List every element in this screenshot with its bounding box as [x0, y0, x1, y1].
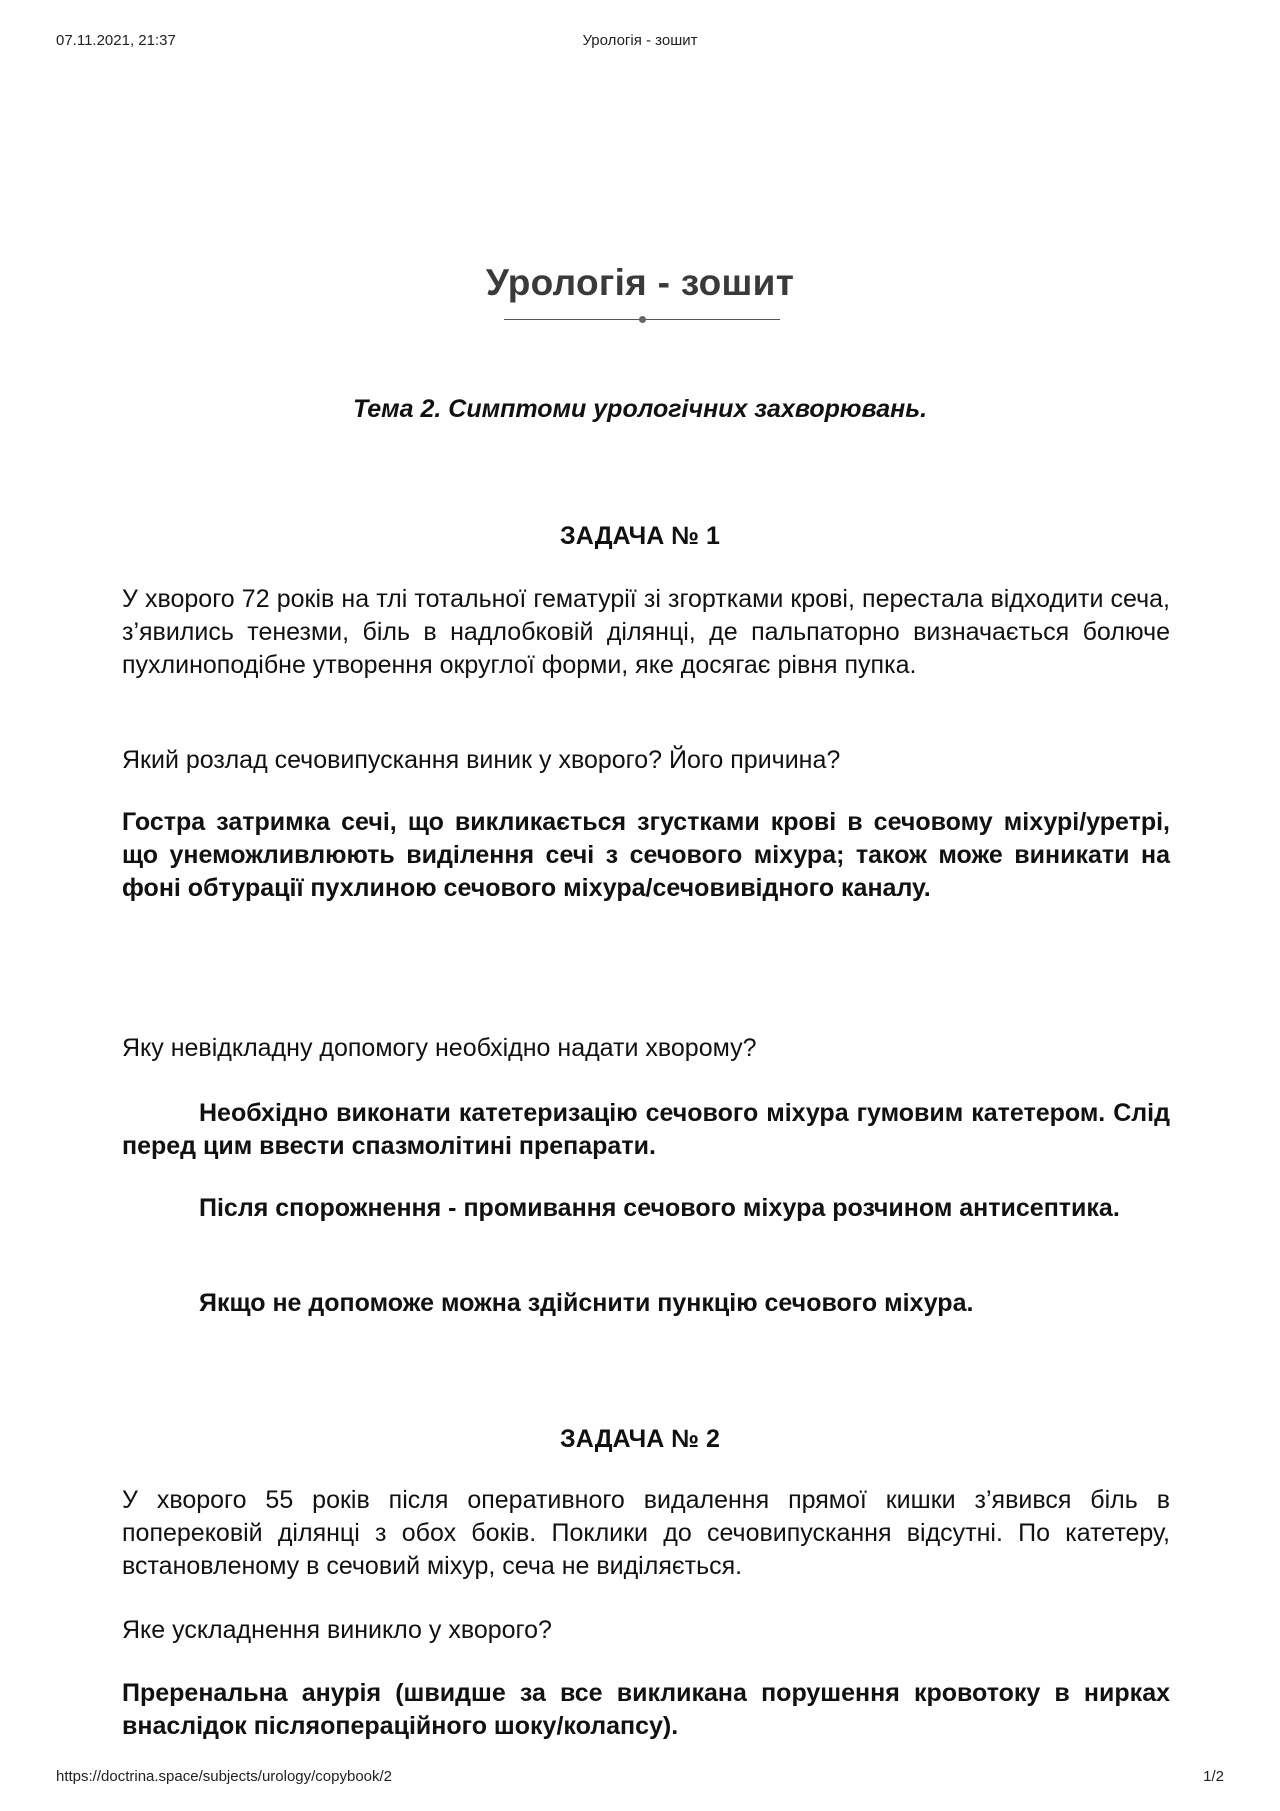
print-header-datetime: 07.11.2021, 21:37 — [56, 32, 176, 49]
print-header-title: Урологія - зошит — [582, 32, 698, 49]
task1-answer2a: Необхідно виконати катетеризацію сечового міхура гумовим катетером. Слід перед цим ввести спазмолітині препарати. — [122, 1099, 1170, 1160]
task1-heading: ЗАДАЧА № 1 — [560, 522, 720, 550]
topic-heading: Тема 2. Симптоми урологічних захворювань. — [352, 395, 928, 423]
print-footer-page: 1/2 — [1203, 1768, 1224, 1785]
task2-answer: Преренальна анурія (швидше за все викликана порушення кровотоку в нирках внаслідок післяопераційного шоку/колапсу). — [122, 1679, 1170, 1740]
task1-answer1: Гостра затримка сечі, що викликається згустками крові в сечовому міхурі/уретрі, що унеможливлюють виділення сечі з сечового міхура; також може виникати на фоні обтурації пухлиною сечового міхура/сечовивідного каналу. — [122, 808, 1170, 902]
task2-heading: ЗАДАЧА № 2 — [560, 1425, 720, 1453]
task1-answer2b: Після спорожнення - промивання сечового міхура розчином антисептика. — [199, 1194, 1120, 1222]
task1-answer2c: Якщо не допоможе можна здійснити пункцію сечового міхура. — [199, 1289, 974, 1317]
page-title: Урологія - зошит — [485, 262, 795, 303]
task2-question: Яке ускладнення виникло у хворого? — [122, 1616, 552, 1644]
task1-question2: Яку невідкладну допомогу необхідно надати хворому? — [122, 1034, 757, 1062]
task1-question1: Який розлад сечовипускання виник у хворого? Його причина? — [122, 746, 841, 774]
task1-condition: У хворого 72 років на тлі тотальної гематурії зі згортками крові, перестала відходити сеча, з’явились тенезми, біль в надлобковій ділянці, де пальпаторно визначається болюче пухлиноподібне утворення округлої форми, яке досягає рівня пупка. — [122, 585, 1170, 679]
print-footer-url: https://doctrina.space/subjects/urology/copybook/2 — [56, 1768, 393, 1785]
divider-dot-icon — [639, 316, 646, 323]
task2-condition: У хворого 55 років після оперативного видалення прямої кишки з’явився біль в поперековій ділянці з обох боків. Поклики до сечовипускання відсутні. По катетеру, встановленому в сечовий міхур, сеча не виділяється. — [122, 1486, 1170, 1580]
